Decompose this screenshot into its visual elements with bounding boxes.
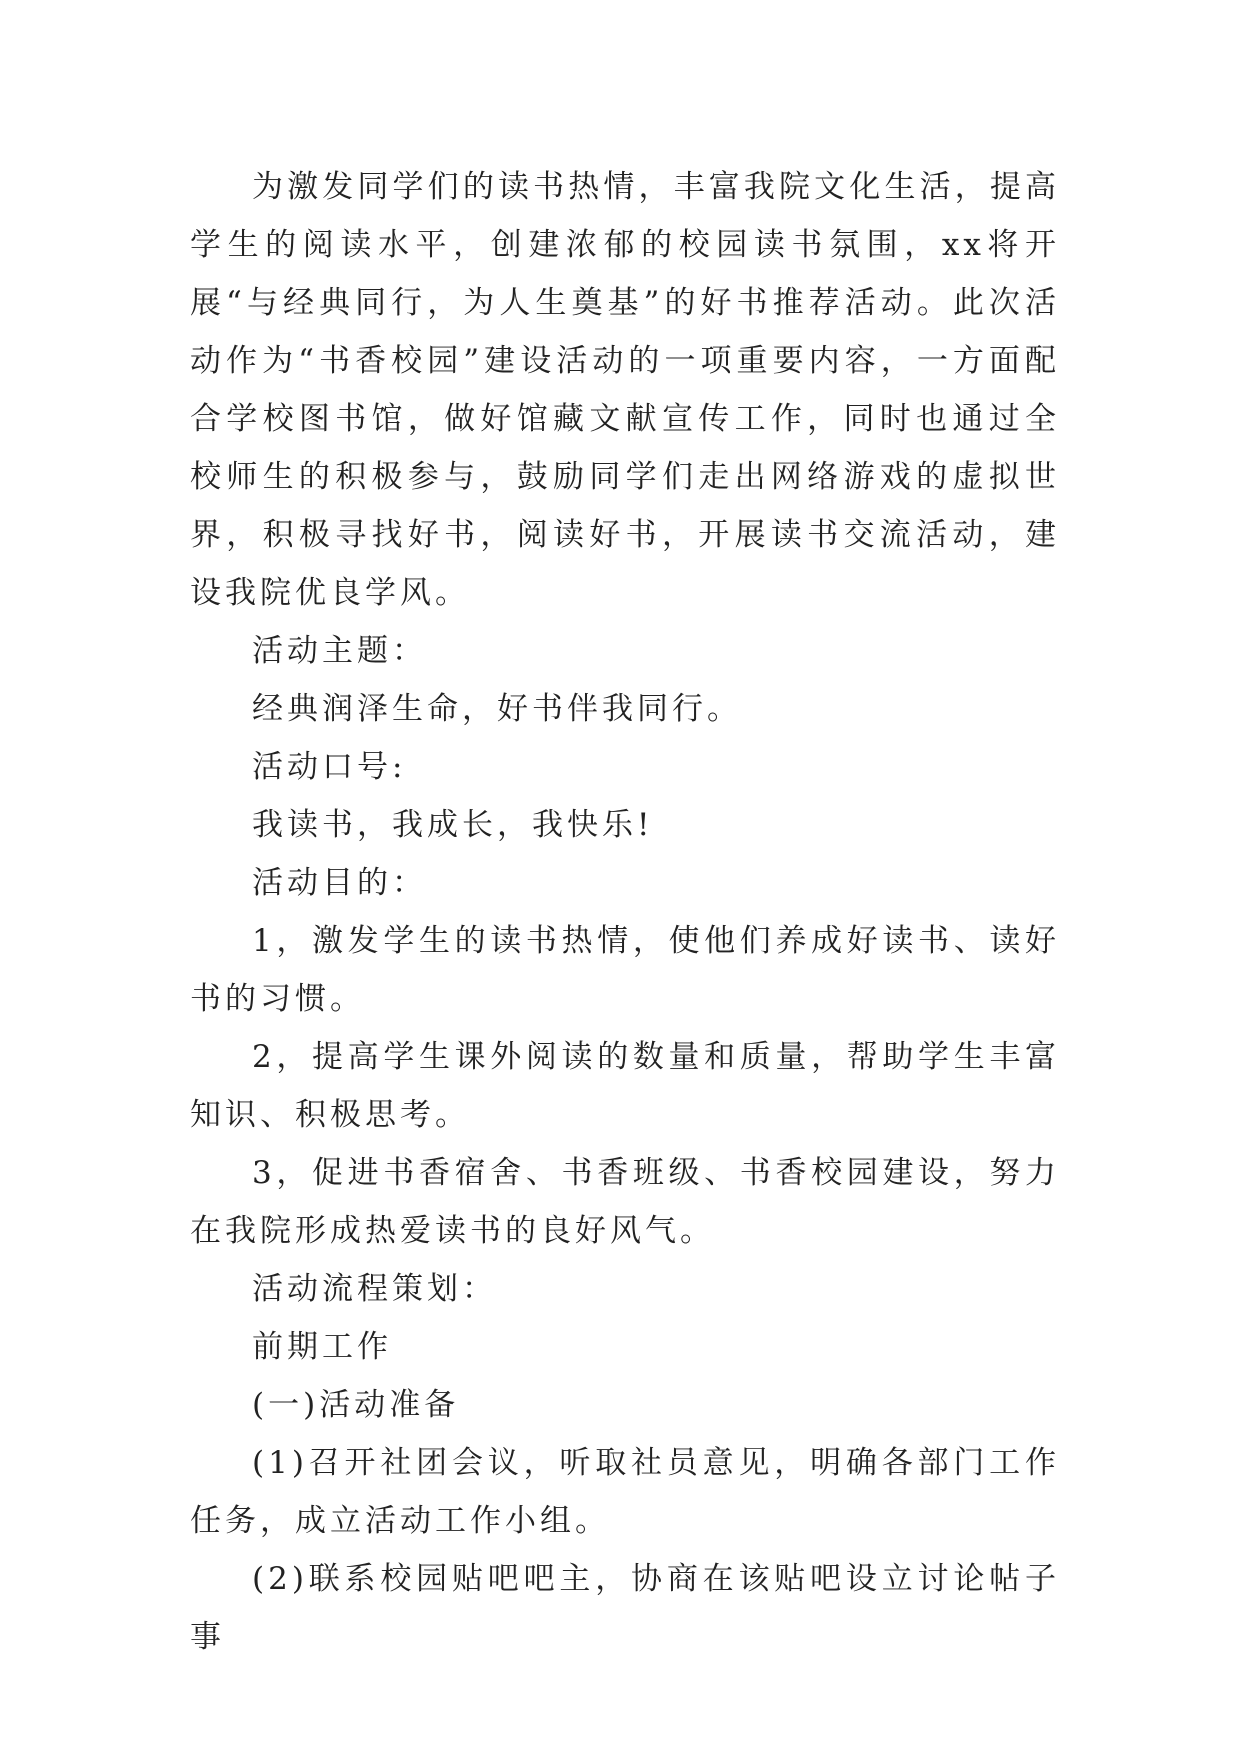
theme-text: 经典润泽生命，好书伴我同行。	[252, 691, 742, 727]
slogan-heading: 活动口号:	[252, 749, 407, 785]
purpose-heading: 活动目的：	[252, 865, 427, 901]
prep-item-2: (2)联系校园贴吧吧主，协商在该贴吧设立讨论帖子事	[190, 1561, 1060, 1655]
intro-paragraph: 为激发同学们的读书热情，丰富我院文化生活，提高学生的阅读水平，创建浓郁的校园读书氛围，xx将开展“与经典同行，为人生奠基”的好书推荐活动。此次活动作为“书香校园”建设活动的一项重要内容，一方面配合学校图书馆，做好馆藏文献宣传工作，同时也通过全校师生的积极参与，鼓励同学们走出网络游戏的虚拟世界，积极寻找好书，阅读好书，开展读书交流活动，建设我院优良学风。	[190, 169, 1060, 611]
prep-item-1: (1)召开社团会议，听取社员意见，明确各部门工作任务，成立活动工作小组。	[190, 1445, 1060, 1539]
process-heading: 活动流程策划：	[252, 1271, 497, 1307]
purpose-item-3: 3，促进书香宿舍、书香班级、书香校园建设，努力在我院形成热爱读书的良好风气。	[190, 1155, 1060, 1249]
theme-heading: 活动主题：	[252, 633, 427, 669]
purpose-item-1: 1，激发学生的读书热情，使他们养成好读书、读好书的习惯。	[190, 923, 1060, 1017]
slogan-text: 我读书，我成长，我快乐!	[252, 807, 654, 843]
activity-prep-heading: (一)活动准备	[252, 1387, 460, 1423]
document-body	[190, 158, 1060, 1666]
purpose-item-2: 2，提高学生课外阅读的数量和质量，帮助学生丰富知识、积极思考。	[190, 1039, 1060, 1133]
preparation-heading: 前期工作	[252, 1329, 392, 1365]
